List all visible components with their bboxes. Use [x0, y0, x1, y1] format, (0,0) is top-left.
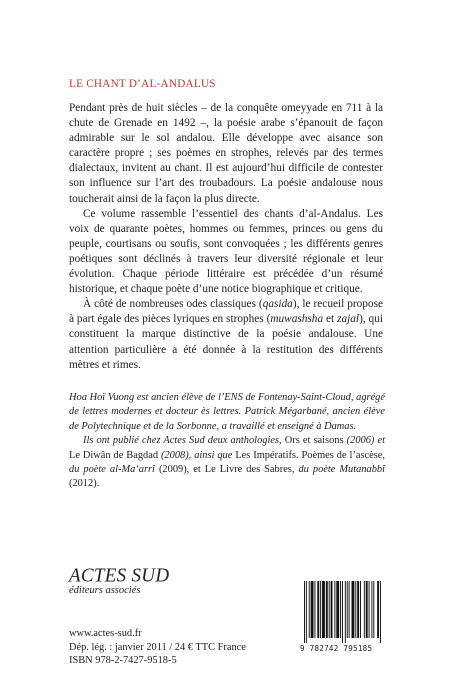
- publisher-subtitle: éditeurs associés: [69, 585, 141, 596]
- barcode-bar: [306, 581, 307, 643]
- barcode-bar: [360, 581, 361, 638]
- term-muwashsha: muwashsha: [270, 313, 324, 326]
- about-authors: [69, 391, 385, 492]
- pub-title: Ors et saisons: [284, 435, 344, 447]
- barcode-bar: [345, 581, 346, 643]
- barcode-bar: [340, 581, 341, 638]
- pub-title: Les Impératifs. Poèmes de l’ascèse,: [235, 449, 385, 461]
- blurb-p3-text: ), qui constituent la marque distinctive de la poésie andalouse. Une attention particulière a été donnée à la restitution des différents mètres et rimes.: [69, 313, 383, 371]
- blurb-p3-text: ), le recueil propose à part égale des pièces lyriques en strophes (: [69, 298, 383, 326]
- barcode-bar: [369, 581, 370, 638]
- pub-text: (2006) et: [343, 435, 385, 447]
- barcode-bar: [349, 581, 350, 638]
- barcode-bar: [380, 581, 381, 643]
- barcode-bar: [326, 581, 328, 638]
- barcode-bar: [311, 581, 314, 638]
- barcode-bar: [329, 581, 330, 638]
- barcode-bar: [320, 581, 321, 638]
- pub-text: (2008), ainsi que: [158, 449, 236, 461]
- isbn: ISBN 978-2-7427-9518-5: [69, 655, 177, 666]
- blurb-paragraph-2: Ce volume rassemble l’essentiel des chants d’al-Andalus. Les voix de quarante poètes, hommes ou femmes, princes ou gens du peuple, courtisans ou soufis, sont convoquées ; les différents genres poétiques sont déclinés à travers leur diversité régionale et leur évolution. Chaque période littéraire est précédée d’un résumé historique, et chaque poète d’une notice biographique et critique.: [69, 207, 383, 296]
- blurb-paragraph-1: Pendant près de huit siècles – de la conquête omeyyade en 711 à la chute de Grenade en 1492 –, la poésie arabe s’épanouit de façon admirable sur le sol andalou. Elle développe avec aisance son caractère propre ; ses poèmes en strophes, relevés par des termes dialectaux, invitent au chant. Il est aujourd’hui difficile de contester son influence sur l’art des troubadours. La poésie andalouse nous toucherait ainsi de la façon la plus directe.: [69, 102, 383, 205]
- pub-text: du poète Mutanabbî: [294, 464, 385, 476]
- blurb-paragraph-3: [69, 297, 383, 372]
- pub-year: (2009), et: [158, 464, 205, 476]
- pub-text: Ils ont publié chez Actes Sud deux anthologies,: [83, 435, 285, 447]
- authors-bio: Hoa Hoï Vuong est ancien élève de l’ENS de Fontenay-Saint-Cloud, agrégé de lettres modernes et docteur ès lettres. Patrick Mégarbané, ancien élève de Polytechnique et de la Sorbonne, a travaillé et enseigné à Damas.: [69, 392, 385, 432]
- barcode: [300, 581, 394, 653]
- blurb-p3-text: et: [323, 313, 338, 326]
- barcode-bar: [317, 581, 319, 638]
- blurb: [69, 101, 383, 373]
- barcode-bar: [352, 581, 355, 638]
- barcode-bar: [342, 581, 343, 643]
- barcode-digits: 9 782742 795185: [300, 644, 373, 653]
- pub-title: Le Livre des Sabres,: [204, 464, 295, 476]
- barcode-bar: [377, 581, 379, 638]
- barcode-bar: [371, 581, 372, 638]
- barcode-bar: [334, 581, 335, 638]
- barcode-bar: [355, 581, 356, 638]
- barcode-bar: [322, 581, 325, 638]
- pub-year: (2012).: [69, 478, 100, 490]
- pub-text: du poète al-Ma‘arrî: [69, 464, 159, 476]
- book-title: LE CHANT D’AL-ANDALUS: [69, 78, 216, 90]
- publisher-name: ACTES SUD: [69, 564, 170, 587]
- barcode-bar: [309, 581, 310, 638]
- blurb-p3-text: À côté de nombreuses odes classiques (: [83, 298, 263, 311]
- barcode-bar: [331, 581, 333, 638]
- publisher-website: www.actes-sud.fr: [69, 628, 142, 639]
- publisher-logo: [69, 566, 169, 596]
- barcode-bar: [304, 581, 305, 643]
- legal-deposit-price: Dép. lég. : janvier 2011 / 24 € TTC France: [69, 641, 246, 653]
- term-zajal: zajal: [337, 313, 360, 326]
- barcode-icon: [300, 581, 394, 643]
- barcode-bar: [347, 581, 348, 638]
- pub-title: Le Diwân de Bagdad: [69, 449, 159, 461]
- barcode-bar: [357, 581, 359, 638]
- barcode-bar: [364, 581, 365, 638]
- barcode-bar: [314, 581, 315, 638]
- term-qasida: qasida: [262, 298, 293, 311]
- authors-publications: [69, 434, 385, 492]
- barcode-bar: [373, 581, 374, 638]
- barcode-bar: [336, 581, 339, 638]
- barcode-bar: [366, 581, 368, 638]
- imprint: [69, 627, 246, 668]
